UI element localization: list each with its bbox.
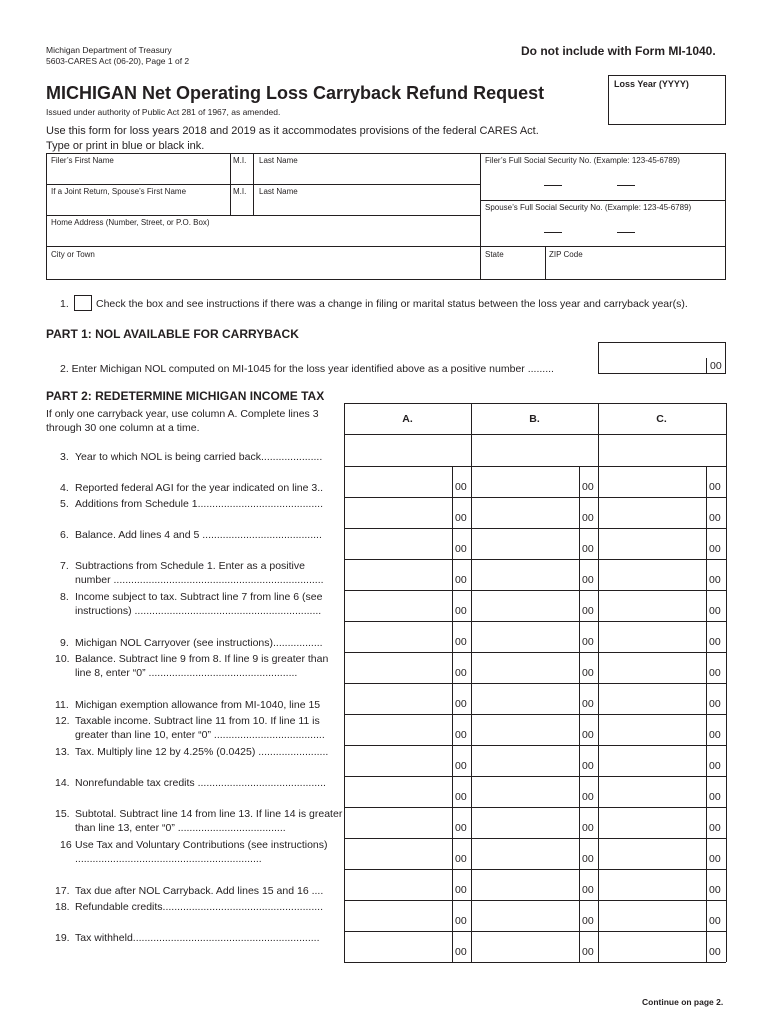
line5-number: 5. <box>60 498 69 510</box>
instruction-ink: Type or print in blue or black ink. <box>46 140 205 152</box>
line1-number: 1. <box>60 298 69 310</box>
line15-column-c-cents: 00 <box>709 822 721 834</box>
line13-column-b-cents: 00 <box>582 760 594 772</box>
line17-column-b-cents: 00 <box>582 884 594 896</box>
line10-column-c-cents: 00 <box>709 667 721 679</box>
authority-text: Issued under authority of Public Act 281 of 1967, as amended. <box>46 107 281 117</box>
line8-column-b-cents: 00 <box>582 605 594 617</box>
line13-number: 13. <box>55 746 70 758</box>
line14-number: 14. <box>55 777 70 789</box>
line2-cents: 00 <box>710 360 722 372</box>
line13-column-a-cents: 00 <box>455 760 467 772</box>
line5-column-c-cents: 00 <box>709 512 721 524</box>
state-label: State <box>485 250 504 259</box>
line4-number: 4. <box>60 482 69 494</box>
line16-text: Use Tax and Voluntary Contributions (see instructions) ................................................................ <box>75 839 328 865</box>
line12-column-c-cents: 00 <box>709 729 721 741</box>
city-field[interactable] <box>47 247 479 279</box>
department-name: Michigan Department of Treasury <box>46 45 172 55</box>
line1-text: Check the box and see instructions if there was a change in filing or marital status between the loss year and carryback year(s). <box>96 298 688 310</box>
line16-column-b-cents: 00 <box>582 853 594 865</box>
line9-column-b-cents: 00 <box>582 636 594 648</box>
line5-text: Additions from Schedule 1........................................... <box>75 498 324 510</box>
line19-column-c-cents: 00 <box>709 946 721 958</box>
home-address-label: Home Address (Number, Street, or P.O. Box) <box>51 218 210 227</box>
line7-column-a-cents: 00 <box>455 574 467 586</box>
line14-column-b-cents: 00 <box>582 791 594 803</box>
line5-column-b-cents: 00 <box>582 512 594 524</box>
loss-year-field[interactable] <box>608 75 726 125</box>
line8-column-c-cents: 00 <box>709 605 721 617</box>
line2-text: 2. Enter Michigan NOL computed on MI-1045 for the loss year identified above as a positive number ......... <box>60 363 554 375</box>
filing-status-change-checkbox[interactable] <box>74 295 92 311</box>
line11-column-a-cents: 00 <box>455 698 467 710</box>
line3-number: 3. <box>60 451 69 463</box>
line11-text: Michigan exemption allowance from MI-1040, line 15 <box>75 699 321 711</box>
line7-number: 7. <box>60 560 69 572</box>
line15-text: Subtotal. Subtract line 14 from line 13. If line 14 is greater than line 13, enter “0” ..................................... <box>75 808 343 834</box>
line13-column-c-cents: 00 <box>709 760 721 772</box>
spouse-mi-label: M.I. <box>233 187 247 196</box>
instruction-cares: Use this form for loss years 2018 and 2019 as it accommodates provisions of the federal CARES Act. <box>46 125 539 137</box>
line17-text: Tax due after NOL Carryback. Add lines 15 and 16 .... <box>75 885 324 897</box>
line16-column-a-cents: 00 <box>455 853 467 865</box>
line4-column-b-cents: 00 <box>582 481 594 493</box>
spouse-last-name-label: Last Name <box>259 187 298 196</box>
line3-column-b-field[interactable] <box>472 435 597 465</box>
line15-column-a-cents: 00 <box>455 822 467 834</box>
line3-column-a-field[interactable] <box>345 435 470 465</box>
line17-column-a-cents: 00 <box>455 884 467 896</box>
line12-text: Taxable income. Subtract line 11 from 10. If line 11 is greater than line 10, enter “0” ...................................... <box>75 715 325 741</box>
line10-number: 10. <box>55 653 70 665</box>
form-title: MICHIGAN Net Operating Loss Carryback Refund Request <box>46 83 545 103</box>
line4-text: Reported federal AGI for the year indicated on line 3.. <box>75 482 324 494</box>
line14-column-a-cents: 00 <box>455 791 467 803</box>
line19-column-b-cents: 00 <box>582 946 594 958</box>
line10-column-a-cents: 00 <box>455 667 467 679</box>
line9-column-c-cents: 00 <box>709 636 721 648</box>
part2-intro: If only one carryback year, use column A. Complete lines 3 through 30 one column at a time. <box>46 408 319 434</box>
line18-number: 18. <box>55 901 70 913</box>
line9-number: 9. <box>60 637 69 649</box>
line6-text: Balance. Add lines 4 and 5 ......................................... <box>75 529 322 541</box>
loss-year-label: Loss Year (YYYY) <box>614 79 689 89</box>
line15-number: 15. <box>55 808 70 820</box>
city-label: City or Town <box>51 250 95 259</box>
line8-column-a-cents: 00 <box>455 605 467 617</box>
continue-note: Continue on page 2. <box>642 997 724 1007</box>
line7-column-b-cents: 00 <box>582 574 594 586</box>
line14-column-c-cents: 00 <box>709 791 721 803</box>
line11-column-b-cents: 00 <box>582 698 594 710</box>
line6-number: 6. <box>60 529 69 541</box>
line19-text: Tax withheld................................................................ <box>75 932 320 944</box>
line18-column-b-cents: 00 <box>582 915 594 927</box>
line18-column-c-cents: 00 <box>709 915 721 927</box>
line12-number: 12. <box>55 715 70 727</box>
column-a-header: A. <box>402 413 413 425</box>
line3-column-c-field[interactable] <box>599 435 724 465</box>
line10-column-b-cents: 00 <box>582 667 594 679</box>
line5-column-a-cents: 00 <box>455 512 467 524</box>
line7-text: Subtractions from Schedule 1. Enter as a positive number ........................................................................ <box>75 560 324 586</box>
line4-column-a-cents: 00 <box>455 481 467 493</box>
column-c-header: C. <box>656 413 667 425</box>
line17-number: 17. <box>55 885 70 897</box>
spouse-ssn-label: Spouse’s Full Social Security No. (Example: 123-45-6789) <box>485 203 692 212</box>
spouse-first-name-label: If a Joint Return, Spouse’s First Name <box>51 187 187 196</box>
line14-text: Nonrefundable tax credits ............................................ <box>75 777 326 789</box>
line19-number: 19. <box>55 932 70 944</box>
line18-text: Refundable credits....................................................... <box>75 901 324 913</box>
line10-text: Balance. Subtract line 9 from 8. If line 9 is greater than line 8, enter “0” ................................................... <box>75 653 329 679</box>
line6-column-a-cents: 00 <box>455 543 467 555</box>
line7-column-c-cents: 00 <box>709 574 721 586</box>
zip-label: ZIP Code <box>549 250 583 259</box>
line9-text: Michigan NOL Carryover (see instructions)................. <box>75 637 323 649</box>
part1-heading: PART 1: NOL AVAILABLE FOR CARRYBACK <box>46 327 299 341</box>
filer-mi-label: M.I. <box>233 156 247 165</box>
line11-column-c-cents: 00 <box>709 698 721 710</box>
line12-column-b-cents: 00 <box>582 729 594 741</box>
line6-column-c-cents: 00 <box>709 543 721 555</box>
part2-heading: PART 2: REDETERMINE MICHIGAN INCOME TAX <box>46 389 325 403</box>
line13-text: Tax. Multiply line 12 by 4.25% (0.0425) ........................ <box>75 746 329 758</box>
line11-number: 11. <box>55 699 69 711</box>
filer-ssn-label: Filer’s Full Social Security No. (Example: 123-45-6789) <box>485 156 680 165</box>
notice-text: Do not include with Form MI-1040. <box>521 44 716 58</box>
filer-last-name-label: Last Name <box>259 156 298 165</box>
line16-column-c-cents: 00 <box>709 853 721 865</box>
line12-column-a-cents: 00 <box>455 729 467 741</box>
line8-number: 8. <box>60 591 69 603</box>
line17-column-c-cents: 00 <box>709 884 721 896</box>
line15-column-b-cents: 00 <box>582 822 594 834</box>
line16-number: 16 <box>60 839 72 851</box>
filer-first-name-label: Filer’s First Name <box>51 156 114 165</box>
line8-text: Income subject to tax. Subtract line 7 from line 6 (see instructions) ................................................................ <box>75 591 323 617</box>
line6-column-b-cents: 00 <box>582 543 594 555</box>
line9-column-a-cents: 00 <box>455 636 467 648</box>
form-id: 5603-CARES Act (06-20), Page 1 of 2 <box>46 56 190 66</box>
line19-column-a-cents: 00 <box>455 946 467 958</box>
line3-text: Year to which NOL is being carried back..................... <box>75 451 323 463</box>
line18-column-a-cents: 00 <box>455 915 467 927</box>
line4-column-c-cents: 00 <box>709 481 721 493</box>
column-b-header: B. <box>529 413 540 425</box>
